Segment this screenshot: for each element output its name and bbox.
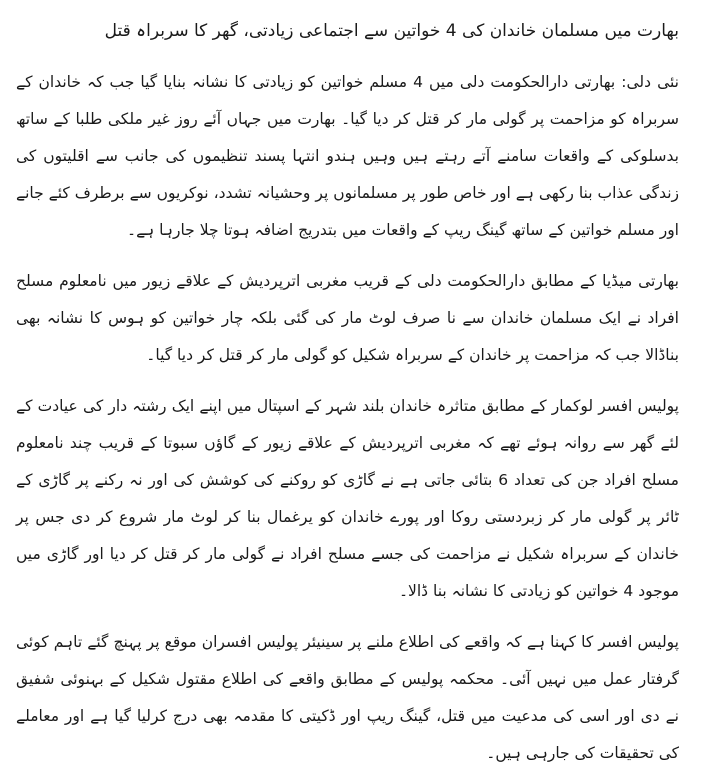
article-paragraph-1: نئی دلی: بھارتی دارالحکومت دلی میں 4 مسلم خواتین کو زیادتی کا نشانہ بنایا گیا جب کہ خاندان کے سربراہ کو مزاحمت پر گولی مار کر قتل کر دیا گیا۔ بھارت میں جہاں آئے روز غیر ملکی طلبا کے ساتھ بدسلوکی کے واقعات سامنے آتے رہتے ہیں وہیں ہندو انتہا پسند تنظیموں کی جانب سے اقلیتوں کی زندگی عذاب بنا رکھی ہے اور خاص طور پر مسلمانوں پر وحشیانہ تشدد، نوکریوں سے برطرف کئے جانے اور مسلم خواتین کے ساتھ گینگ ریپ کے واقعات میں بتدریج اضافہ ہوتا چلا جارہا ہے۔ [16, 73, 679, 239]
article-headline: بھارت میں مسلمان خاندان کی 4 خواتین سے اجتماعی زیادتی، گھر کا سربراہ قتل [104, 21, 679, 41]
article-paragraph-2: بھارتی میڈیا کے مطابق دارالحکومت دلی کے قریب مغربی اترپردیش کے علاقے زیور میں نامعلوم مسلح افراد نے ایک مسلمان خاندان سے نا صرف لوٹ مار کی گئی بلکہ چار خواتین کو ہوس کا نشانہ بھی بناڈالا جب کہ مزاحمت پر خاندان کے سربراہ شکیل کو گولی مار کر قتل کر دیا گیا۔ [16, 272, 679, 364]
article-paragraph-4: پولیس افسر کا کہنا ہے کہ واقعے کی اطلاع ملنے پر سینیئر پولیس افسران موقع پر پہنچ گئے تاہم کوئی گرفتار عمل میں نہیں آئی۔ محکمہ پولیس کے مطابق واقعے کی اطلاع مقتول شکیل کے بہنوئی شفیق نے دی اور اسی کی مدعیت میں قتل، گینگ ریپ اور ڈکیتی کا مقدمہ بھی درج کرلیا گیا ہے اور معاملے کی تحقیقات کی جارہی ہیں۔ [16, 633, 679, 762]
article-paragraph-3: پولیس افسر لوکمار کے مطابق متاثرہ خاندان بلند شہر کے اسپتال میں اپنے ایک رشتہ دار کی عیادت کے لئے گھر سے روانہ ہوئے تھے کہ مغربی اترپردیش کے علاقے زیور کے گاؤں سبوتا کے قریب چند نامعلوم مسلح افراد جن کی تعداد 6 بتائی جاتی ہے نے گاڑی کو روکنے کی کوشش کی اور نہ رکنے پر گاڑی کے ٹائر پر گولی مار کر زبردستی روکا اور پورے خاندان کو یرغمال بنا کر لوٹ مار شروع کر دی جس پر خاندان کے سربراہ شکیل نے مزاحمت کی جسے مسلح افراد نے گولی مار کر قتل کر دیا اور گاڑی میں موجود 4 خواتین کو زیادتی کا نشانہ بنا ڈالا۔ [16, 397, 679, 600]
